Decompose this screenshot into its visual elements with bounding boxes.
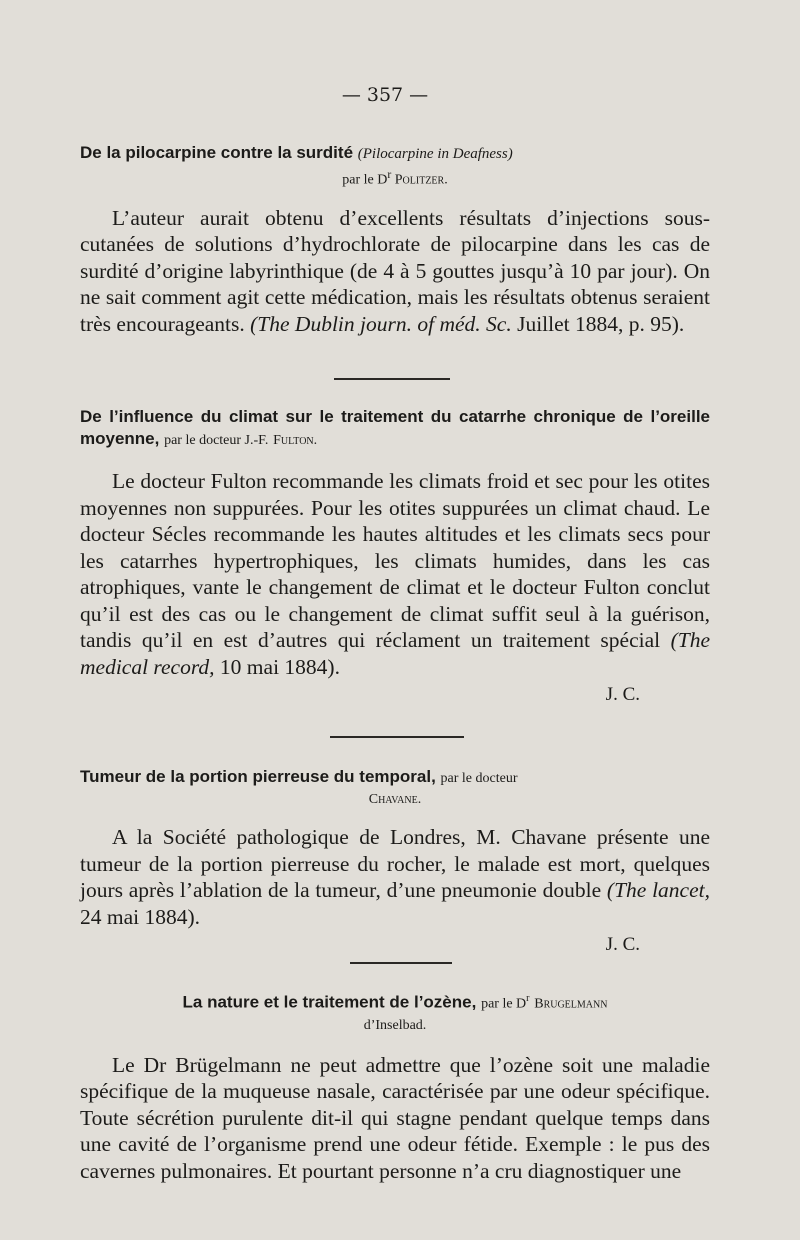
article-body: Le Dr Brügelmann ne peut admettre que l’ozène soit une maladie spécifique de la muqueuse nasale, caractérisée par une odeur spécifique. Toute sécrétion purulente dit-il qui stagne pendant quelque temps dans une cavité de l’organisme prend une odeur fétide. Exemple : le pus des cavernes pulmonaires. Et pourtant personne n’a cru diagnostiquer une <box>80 1052 710 1183</box>
article-byline: d’Inselbad. <box>363 1017 427 1033</box>
article-byline: par le $D^r$ Politzer. <box>342 168 448 188</box>
source-citation: (The medical record, <box>80 628 710 679</box>
article-pilocarpine <box>80 142 710 337</box>
article-heading <box>80 142 710 165</box>
article-title: Tumeur de la portion pierreuse du temporal, <box>80 767 436 786</box>
article-climat <box>80 406 710 706</box>
article-heading: De l’influence du climat sur le traitement du catarrhe chronique de l’oreille moyenne, par le docteur J.-F. Fulton. <box>80 407 710 448</box>
article-tumeur <box>80 766 710 956</box>
article-heading: La nature et le traitement de l’ozène, par le $D^r$ Brugelmann <box>182 992 608 1012</box>
author-name: Fulton. <box>273 433 318 448</box>
signature: J. C. <box>605 684 640 705</box>
article-body: A la Société pathologique de Londres, M. Chavane présente une tumeur de la portion pierreuse du rocher, le malade est mort, quelques jours après l’ablation de la tumeur, d’une pneumonie double (The lancet, 24 mai 1884). <box>80 825 710 929</box>
author-name: Chavane. <box>368 792 422 807</box>
signature: J. C. <box>605 934 640 955</box>
article-title: De l’influence du climat sur le traitement du catarrhe chronique de l’oreille moyenne, <box>80 407 710 448</box>
article-heading: Tumeur de la portion pierreuse du temporal, par le docteur <box>80 767 518 786</box>
author-name: Brugelmann <box>534 996 608 1012</box>
section-divider <box>330 736 464 738</box>
source-citation: (The Dublin journ. of méd. Sc. <box>250 311 512 336</box>
section-divider <box>350 962 452 964</box>
article-subtitle: (Pilocarpine in Deafness) <box>357 146 513 162</box>
article-ozene <box>80 988 710 1184</box>
source-citation: (The lancet, <box>606 878 710 902</box>
author-name: Politzer. <box>394 172 448 188</box>
page-number: — 357 — <box>341 84 429 106</box>
article-body: L’auteur aurait obtenu d’excellents résultats d’injections sous-cutanées de solutions d’hydrochlorate de pilocarpine dans les cas de surdité d’origine labyrinthique (de 4 à 5 gouttes jusqu’à 10 par jour). On ne sait comment agit cette médication, mais les résultats obtenus seraient très encourageants. (The Dublin journ. of méd. Sc. Juillet 1884, p. 95). <box>80 205 710 336</box>
article-byline <box>80 790 710 810</box>
article-title: La nature et le traitement de l’ozène, <box>182 992 477 1012</box>
section-divider <box>334 378 450 380</box>
article-title: De la pilocarpine contre la surdité <box>80 143 354 162</box>
article-body: Le docteur Fulton recommande les climats froid et sec pour les otites moyennes non suppurées. Pour les otites suppurées un climat chaud. Le docteur Sécles recommande les hautes altitudes et les climats secs pour les catarrhes hypertrophiques, les climats humides, dans les cas atrophiques, vante le changement de climat et le docteur Fulton conclut qu’il est des cas ou le changement de climat suffit seul à la guérison, tandis qu’il en est d’autres qui réclament un traitement spécial (The medical record, 10 mai 1884). <box>80 469 710 679</box>
